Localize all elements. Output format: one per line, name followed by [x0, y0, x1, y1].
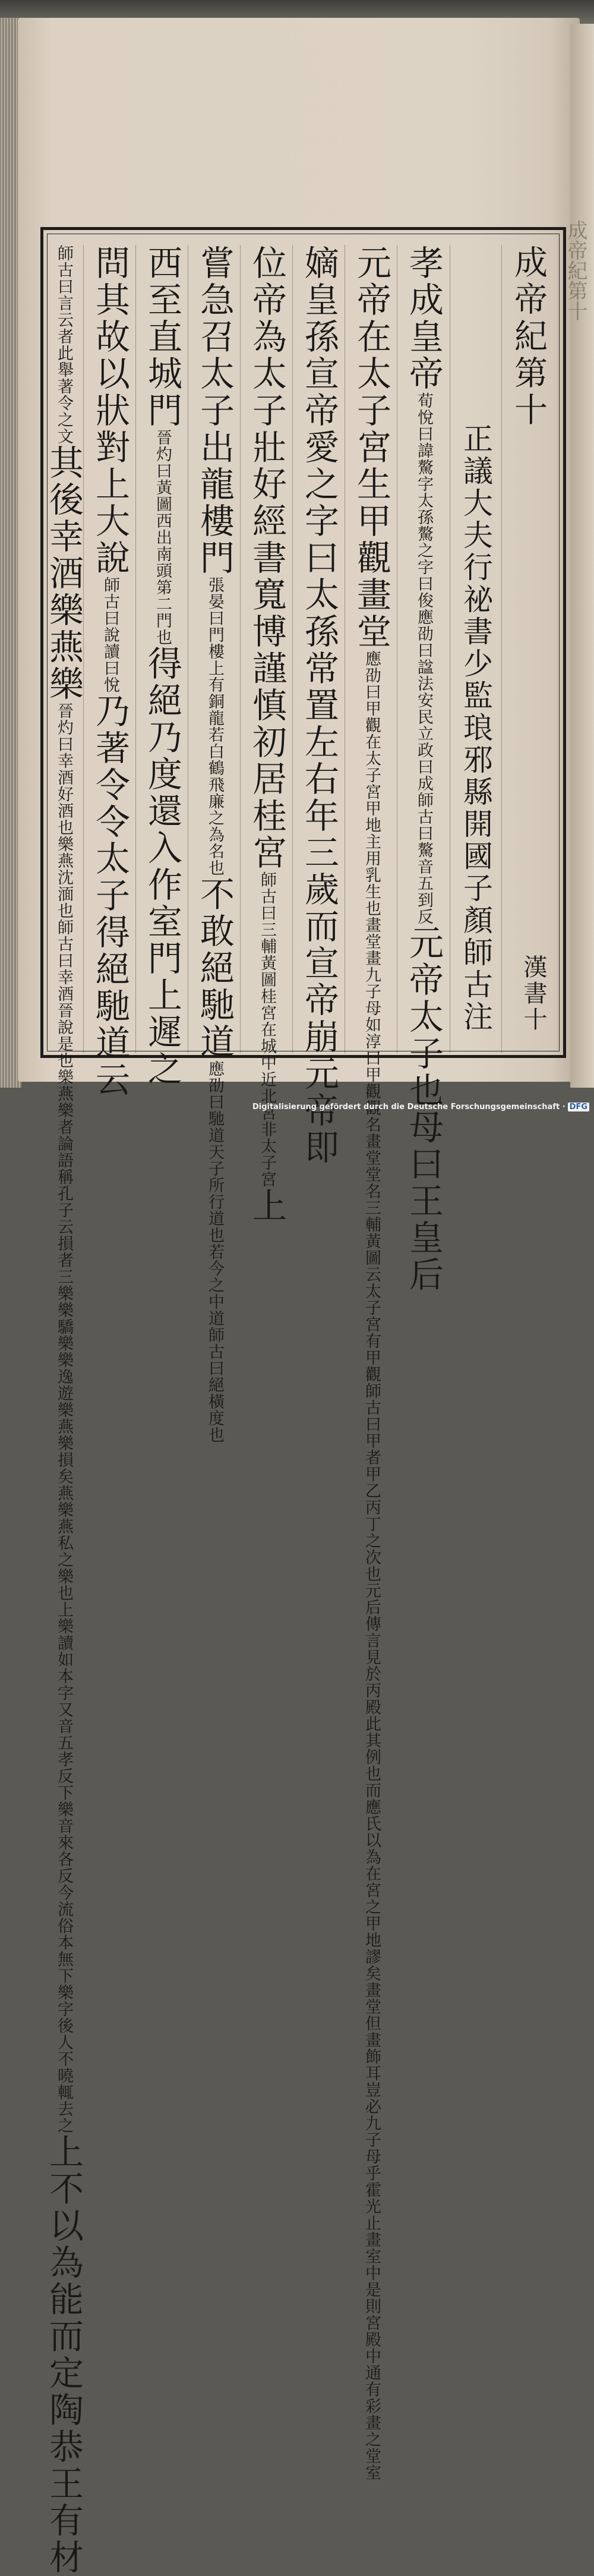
main-text: 不敢絕馳道 [194, 876, 235, 1060]
credit-text: Digitalisierung gefördert durch die Deutsche Forschungsgemeinschaft · [252, 1103, 565, 1111]
text-column-1 [397, 245, 450, 1293]
book-name: 漢書十 [520, 955, 547, 1033]
commentary: 師古曰三輔黃圖桂宮在城中近北宮非太子宮 [258, 871, 276, 1188]
main-text: 問其故以狀對上大說 [90, 245, 130, 577]
main-text: 西至直城門 [142, 245, 182, 429]
main-text: 位帝為太子壯好經書寬博謹慎初居桂宮 [247, 245, 287, 871]
commentary: 應劭曰甲觀在太子宮甲地主用乳生也畫堂畫九子母如淳曰甲觀觀名畫堂堂名三輔黃圖云太子宮有甲觀師古曰甲者甲乙丙丁之次也元后傳言見於丙殿此其例也而應氏以為在宮之甲地謬矣畫堂但畫飾耳豈必九子母乎霍光止畫室中是則宮殿中通有彩畫之堂室 [362, 650, 381, 2481]
commentary: 應劭曰馳道天子所行道也若今之中道師古曰絕橫度也 [206, 1060, 224, 1443]
main-text: 上不以為能而定陶恭王有材 [43, 2134, 84, 2576]
text-column-2 [345, 245, 397, 2481]
text-column-4 [240, 245, 293, 1224]
main-text: 嘗急召太子出龍樓門 [194, 245, 235, 577]
next-page-edge [564, 24, 594, 1088]
text-column-5 [188, 245, 241, 1443]
main-text: 其後幸酒樂燕樂 [43, 445, 84, 703]
text-column-7 [83, 245, 136, 1098]
commentary: 荀悅曰諱驁字太孫驁之字曰俊應劭曰諡法安民立政曰成師古曰驁音五到反 [415, 392, 433, 925]
main-text: 上 [247, 1188, 287, 1224]
main-text: 得絕乃度還入作室門上遲之 [142, 645, 182, 1088]
chapter-title: 成帝紀第十 [501, 245, 554, 1053]
commentary: 晉灼曰黃圖西出南頭第二門也 [153, 429, 172, 645]
commentary: 師古曰言云者此舉著令之文 [55, 245, 73, 445]
commentary: 晉灼曰幸酒好酒也樂燕沈湎也師古曰幸酒晉說是也樂燕樂者論語稱孔子云損者三樂樂驕樂樂逸遊樂燕樂損矣燕樂燕私之樂也上樂讀如本字又音五孝反下樂音來各反今流俗本無下樂字後人不曉輒去之 [55, 703, 73, 2134]
main-text: 元帝太子也母曰王皇后 [403, 925, 444, 1293]
main-text: 乃著令令太子得絕馳道云 [90, 693, 130, 1098]
next-page-bleed-text: 成帝紀第十 [564, 220, 587, 321]
main-text: 元帝在太子宮生甲觀畫堂 [351, 245, 391, 650]
digitization-credit [252, 1103, 589, 1111]
annotator-line: 正議大夫行祕書少監琅邪縣開國子顏師古注 [450, 245, 502, 1053]
commentary: 張晏曰門樓上有銅龍若白鶴飛廉之為名也 [206, 577, 224, 876]
main-text: 孝成皇帝 [403, 245, 444, 392]
commentary: 師古曰說讀曰悅 [101, 577, 119, 693]
text-column-8 [42, 245, 90, 2576]
text-column-6 [135, 245, 188, 1088]
main-text: 嫡皇孫宣帝愛之字曰太孫常置左右年三歲而宣帝崩元帝即 [299, 245, 339, 1166]
dfg-logo: DFG [568, 1103, 589, 1111]
text-column-3 [292, 245, 345, 1166]
